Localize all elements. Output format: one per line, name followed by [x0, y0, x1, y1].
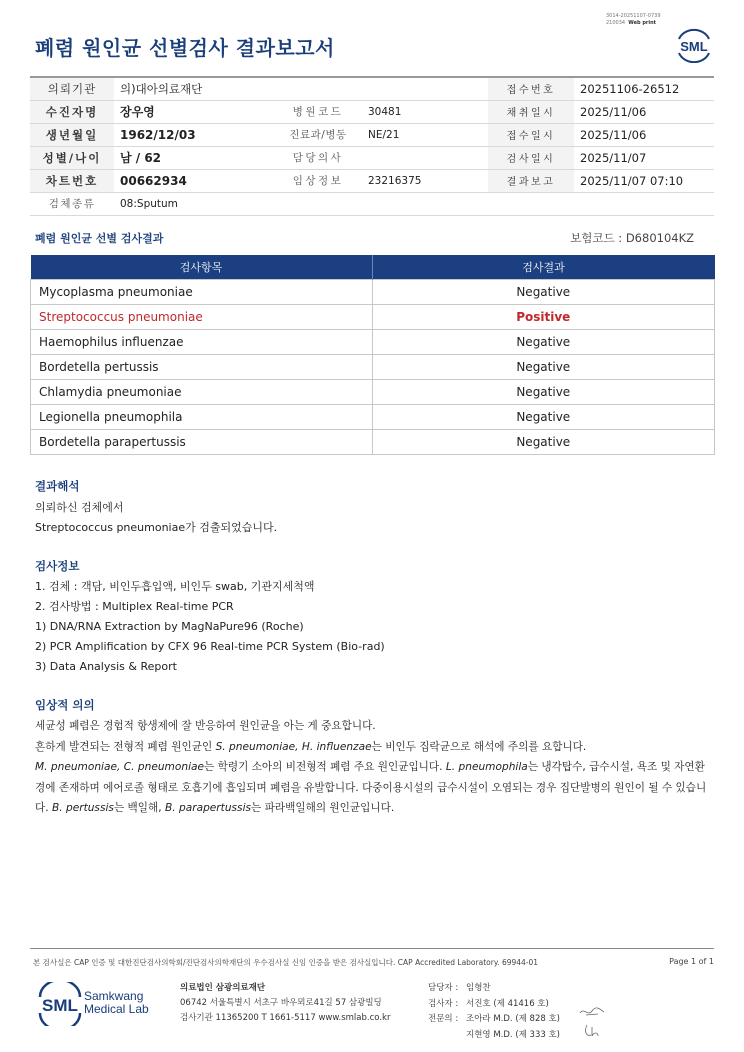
signature-icon — [578, 1005, 606, 1019]
test-result: Negative — [372, 279, 714, 304]
info-row — [30, 123, 714, 146]
info-row — [30, 77, 714, 100]
receipt-no-value: 20251106-26512 — [574, 77, 714, 100]
staff-row: 지현영 M.D. (제 333 호) — [466, 1029, 561, 1040]
dob-label: 생년월일 — [30, 123, 114, 146]
dept-value: NE/21 — [362, 123, 488, 146]
info-row — [30, 192, 714, 215]
print-code: 3014-20251107-0739 — [606, 13, 661, 19]
test-date-label: 검사일시 — [488, 146, 574, 169]
institution-label: 의뢰기관 — [30, 77, 114, 100]
col-header-item: 검사항목 — [31, 255, 373, 279]
clinical-info-value: 23216375 — [362, 169, 488, 192]
interpretation-line: 의뢰하신 검체에서 — [35, 501, 124, 514]
test-item: Mycoplasma pneumoniae — [31, 279, 373, 304]
clinical-para: M. pneumoniae, C. pneumoniae는 학령기 소아의 비전형적 폐렴 주요 원인균입니다. L. pneumophila는 냉각탑수, 급수시설, 욕조 및 자연환경에 존재하며 에어로졸 형태로 호흡기에 흡입되며 폐렴을 유발합니다. 다중이용시설의 급수시설이 오염되는 경우 집단발병의 원인이 될 수 있습니다. B. pertussis는 백일해, B. parapertussis는 파라백일해의 원인균입니다. — [35, 761, 707, 814]
table-row — [31, 279, 715, 304]
receipt-no-label: 접수번호 — [488, 77, 574, 100]
institution-name: 의료법인 삼광의료재단 — [180, 983, 266, 993]
clinical-info-label: 임상정보 — [274, 169, 362, 192]
institution-info — [180, 981, 390, 1026]
specimen-label: 검체종류 — [30, 192, 114, 215]
report-date-label: 결과보고 — [488, 169, 574, 192]
interpretation-line: Streptococcus pneumoniae가 검출되었습니다. — [35, 521, 278, 534]
info-row — [30, 146, 714, 169]
specimen-value: 08:Sputum — [114, 192, 714, 215]
collect-date-value: 2025/11/06 — [574, 100, 714, 123]
clinical-text — [35, 716, 715, 819]
dept-label: 진료과/병동 — [274, 123, 362, 146]
doctor-label: 담당의사 — [274, 146, 362, 169]
sex-age-value: 남 / 62 — [114, 146, 274, 169]
institution-address: 06742 서울특별시 서초구 바우뫼로41길 57 삼광빌딩 — [180, 998, 382, 1008]
test-item: Streptococcus pneumoniae — [31, 304, 373, 329]
test-result: Negative — [372, 329, 714, 354]
doctor-value — [362, 146, 488, 169]
col-header-result: 검사결과 — [372, 255, 714, 279]
staff-row: 담당자 : 임형찬 — [428, 983, 491, 993]
table-row — [31, 429, 715, 454]
hospital-code-value: 30481 — [362, 100, 488, 123]
test-info-line: 2. 검사방법 : Multiplex Real-time PCR — [35, 600, 234, 613]
test-info-line: 1) DNA/RNA Extraction by MagNaPure96 (Roche) — [35, 620, 304, 633]
test-date-value: 2025/11/07 — [574, 146, 714, 169]
test-item: Bordetella parapertussis — [31, 429, 373, 454]
print-info — [606, 13, 661, 27]
sml-logo-text: SML — [680, 39, 708, 54]
table-row — [31, 329, 715, 354]
test-result: Negative — [372, 404, 714, 429]
test-item: Haemophilus influenzae — [31, 329, 373, 354]
results-table — [30, 255, 715, 455]
test-result: Positive — [372, 304, 714, 329]
signature-icon — [582, 1023, 602, 1039]
test-info-text — [35, 577, 385, 677]
chart-value: 00662934 — [114, 169, 274, 192]
receive-date-label: 접수일시 — [488, 123, 574, 146]
dob-value: 1962/12/03 — [114, 123, 274, 146]
report-date-value: 2025/11/07 07:10 — [574, 169, 714, 192]
clinical-para: 흔하게 발견되는 전형적 폐렴 원인균인 S. pneumoniae, H. influenzae는 비인두 집락균으로 해석에 주의를 요합니다. — [35, 740, 587, 753]
info-row — [30, 100, 714, 123]
name-value: 장우영 — [114, 100, 274, 123]
test-info-title: 검사정보 — [35, 559, 80, 573]
patient-info-table — [30, 76, 714, 216]
name-label: 수진자명 — [30, 100, 114, 123]
report-title: 폐렴 원인균 선별검사 결과보고서 — [35, 36, 335, 60]
page-number: Page 1 of 1 — [669, 957, 714, 966]
staff-row: 검사자 : 서진호 (제 41416 호) — [428, 998, 549, 1009]
test-item: Chlamydia pneumoniae — [31, 379, 373, 404]
clinical-para: 세균성 폐렴은 경험적 항생제에 잘 반응하여 원인균을 아는 게 중요합니다. — [35, 720, 376, 732]
sml-logo-icon — [674, 27, 714, 63]
test-result: Negative — [372, 354, 714, 379]
test-info-line: 1. 검체 : 객담, 비인두흡입액, 비인두 swab, 기관지세척액 — [35, 580, 315, 593]
lab-name: Samkwang Medical Lab — [84, 989, 149, 1016]
footer-divider — [30, 948, 714, 949]
interpretation-text — [35, 498, 277, 538]
clinical-title: 임상적 의의 — [35, 698, 95, 712]
print-label: Web print — [628, 20, 657, 26]
insurance-code: 보험코드 : D680104KZ — [570, 231, 694, 245]
test-info-line: 3) Data Analysis & Report — [35, 660, 177, 673]
sml-logo-icon — [36, 982, 84, 1026]
chart-label: 차트번호 — [30, 169, 114, 192]
institution-contact: 검사기관 11365200 T 1661-5117 www.smlab.co.kr — [180, 1013, 391, 1023]
receive-date-value: 2025/11/06 — [574, 123, 714, 146]
test-item: Bordetella pertussis — [31, 354, 373, 379]
table-row — [31, 379, 715, 404]
staff-list — [428, 981, 560, 1043]
test-result: Negative — [372, 429, 714, 454]
interpretation-title: 결과해석 — [35, 479, 80, 493]
staff-row: 전문의 : 조아라 M.D. (제 828 호) — [428, 1014, 561, 1024]
test-item: Legionella pneumophila — [31, 404, 373, 429]
info-row — [30, 169, 714, 192]
table-row — [31, 404, 715, 429]
test-result: Negative — [372, 379, 714, 404]
sex-age-label: 성별/나이 — [30, 146, 114, 169]
print-code-2: 210034 — [606, 20, 626, 26]
collect-date-label: 채취일시 — [488, 100, 574, 123]
sml-logo-text: SML — [42, 996, 78, 1015]
table-row — [31, 354, 715, 379]
accreditation-note: 본 검사실은 CAP 인증 및 대한진단검사의학회/진단검사의학재단의 우수검사실 신임 인증을 받은 검사실입니다. CAP Accredited Laboratory. 69944-01 — [33, 958, 539, 967]
test-info-line: 2) PCR Amplification by CFX 96 Real-time PCR System (Bio-rad) — [35, 640, 385, 653]
table-row — [31, 304, 715, 329]
results-section-title: 폐렴 원인균 선별 검사결과 — [35, 232, 164, 245]
institution-value: 의)대아의료재단 — [114, 77, 488, 100]
hospital-code-label: 병원코드 — [274, 100, 362, 123]
